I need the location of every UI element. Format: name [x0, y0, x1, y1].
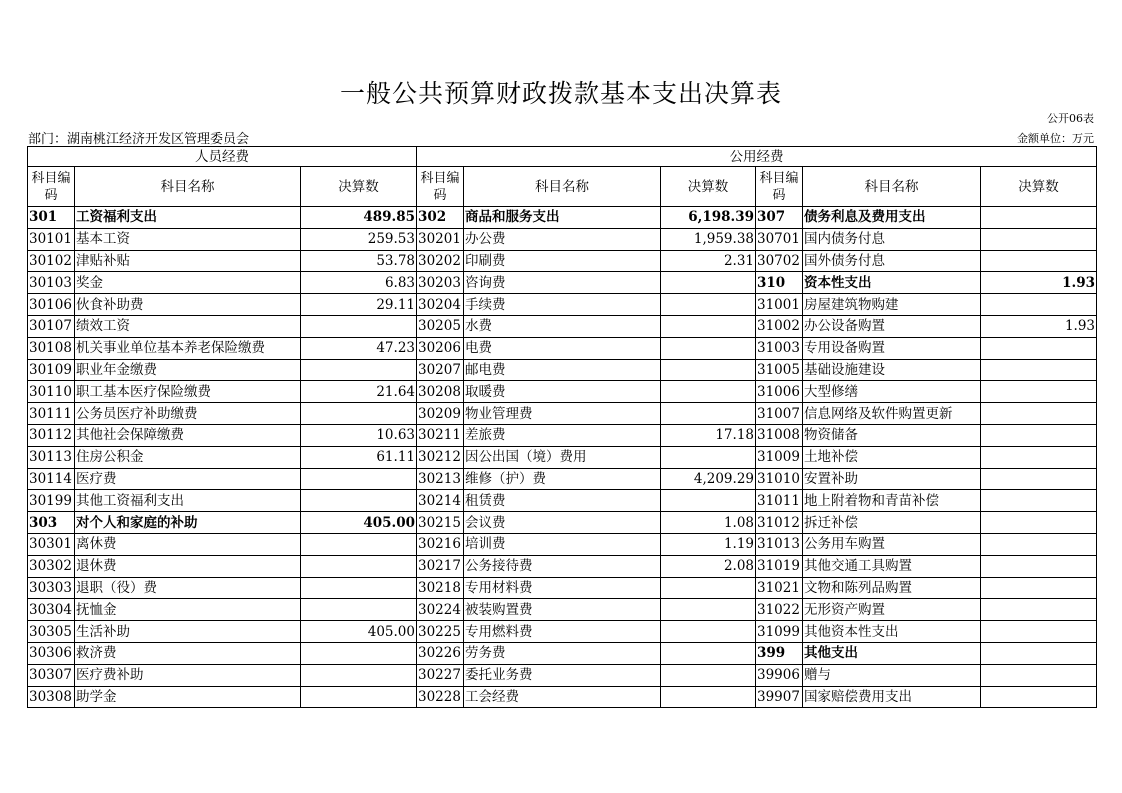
subject-name-cell: 维修（护）费 [464, 468, 661, 490]
subject-name-cell: 救济费 [75, 642, 301, 664]
subject-code-cell: 30214 [417, 490, 464, 512]
table-row [28, 207, 1097, 229]
subject-name-cell: 职工基本医疗保险缴费 [75, 381, 301, 403]
subject-name-cell: 医疗费补助 [75, 664, 301, 686]
subject-code-cell: 301 [28, 207, 75, 229]
group-header-personnel: 人员经费 [28, 147, 417, 167]
amount-cell [981, 250, 1097, 272]
amount-cell [301, 533, 417, 555]
subject-name-cell: 印刷费 [464, 250, 661, 272]
table-row [28, 446, 1097, 468]
subject-name-cell: 其他工资福利支出 [75, 490, 301, 512]
table-row [28, 315, 1097, 337]
group-header-public: 公用经费 [417, 147, 1097, 167]
subject-name-cell: 大型修缮 [803, 381, 981, 403]
subject-code-cell: 30305 [28, 621, 75, 643]
subject-name-cell: 租赁费 [464, 490, 661, 512]
subject-code-cell: 31009 [756, 446, 803, 468]
amount-cell: 17.18 [661, 424, 756, 446]
amount-cell: 2.08 [661, 555, 756, 577]
subject-name-cell: 退休费 [75, 555, 301, 577]
subject-code-cell: 31022 [756, 599, 803, 621]
column-header-code: 科目编码 [417, 167, 464, 207]
subject-code-cell: 30307 [28, 664, 75, 686]
subject-code-cell: 307 [756, 207, 803, 229]
column-header-name: 科目名称 [75, 167, 301, 207]
amount-unit-label: 金额单位：万元 [1017, 132, 1094, 145]
subject-name-cell: 机关事业单位基本养老保险缴费 [75, 337, 301, 359]
subject-code-cell: 31010 [756, 468, 803, 490]
subject-name-cell: 赠与 [803, 664, 981, 686]
subject-code-cell: 30201 [417, 228, 464, 250]
amount-cell: 489.85 [301, 207, 417, 229]
subject-code-cell: 30102 [28, 250, 75, 272]
subject-name-cell: 国家赔偿费用支出 [803, 686, 981, 708]
subject-name-cell: 咨询费 [464, 272, 661, 294]
subject-code-cell: 303 [28, 512, 75, 534]
amount-cell: 21.64 [301, 381, 417, 403]
subject-code-cell: 31007 [756, 403, 803, 425]
amount-cell [981, 294, 1097, 316]
subject-name-cell: 信息网络及软件购置更新 [803, 403, 981, 425]
subject-name-cell: 助学金 [75, 686, 301, 708]
subject-code-cell: 30207 [417, 359, 464, 381]
table-row [28, 490, 1097, 512]
table-row [28, 512, 1097, 534]
amount-cell [301, 599, 417, 621]
subject-name-cell: 取暖费 [464, 381, 661, 403]
subject-name-cell: 专用材料费 [464, 577, 661, 599]
amount-cell: 2.31 [661, 250, 756, 272]
amount-cell: 4,209.29 [661, 468, 756, 490]
subject-name-cell: 公务用车购置 [803, 533, 981, 555]
amount-cell [981, 424, 1097, 446]
amount-cell: 259.53 [301, 228, 417, 250]
amount-cell [661, 294, 756, 316]
subject-code-cell: 30227 [417, 664, 464, 686]
amount-cell [301, 642, 417, 664]
subject-name-cell: 专用燃料费 [464, 621, 661, 643]
subject-name-cell: 公务员医疗补助缴费 [75, 403, 301, 425]
table-row [28, 642, 1097, 664]
subject-name-cell: 安置补助 [803, 468, 981, 490]
subject-code-cell: 31011 [756, 490, 803, 512]
subject-name-cell: 绩效工资 [75, 315, 301, 337]
amount-cell [661, 446, 756, 468]
amount-cell [301, 490, 417, 512]
subject-code-cell: 31013 [756, 533, 803, 555]
subject-code-cell: 30204 [417, 294, 464, 316]
subject-code-cell: 30209 [417, 403, 464, 425]
amount-cell [661, 577, 756, 599]
subject-name-cell: 电费 [464, 337, 661, 359]
subject-name-cell: 其他交通工具购置 [803, 555, 981, 577]
subject-code-cell: 30106 [28, 294, 75, 316]
table-row [28, 599, 1097, 621]
amount-cell [661, 664, 756, 686]
subject-code-cell: 30109 [28, 359, 75, 381]
table-row [28, 533, 1097, 555]
table-row [28, 294, 1097, 316]
subject-code-cell: 310 [756, 272, 803, 294]
subject-name-cell: 无形资产购置 [803, 599, 981, 621]
subject-code-cell: 30114 [28, 468, 75, 490]
subject-code-cell: 30208 [417, 381, 464, 403]
table-row [28, 664, 1097, 686]
amount-cell [661, 686, 756, 708]
amount-cell [301, 468, 417, 490]
subject-name-cell: 工会经费 [464, 686, 661, 708]
amount-cell [981, 664, 1097, 686]
subject-name-cell: 基础设施建设 [803, 359, 981, 381]
subject-name-cell: 其他社会保障缴费 [75, 424, 301, 446]
subject-name-cell: 专用设备购置 [803, 337, 981, 359]
amount-cell [661, 403, 756, 425]
subject-code-cell: 31099 [756, 621, 803, 643]
subject-code-cell: 30226 [417, 642, 464, 664]
subject-code-cell: 30212 [417, 446, 464, 468]
amount-cell [301, 664, 417, 686]
amount-cell [981, 337, 1097, 359]
subject-code-cell: 39907 [756, 686, 803, 708]
subject-code-cell: 30215 [417, 512, 464, 534]
subject-name-cell: 公务接待费 [464, 555, 661, 577]
subject-code-cell: 31001 [756, 294, 803, 316]
subject-name-cell: 培训费 [464, 533, 661, 555]
subject-code-cell: 30101 [28, 228, 75, 250]
amount-cell [981, 359, 1097, 381]
subject-code-cell: 30217 [417, 555, 464, 577]
subject-name-cell: 抚恤金 [75, 599, 301, 621]
subject-code-cell: 30112 [28, 424, 75, 446]
amount-cell [981, 577, 1097, 599]
amount-cell [661, 337, 756, 359]
subject-code-cell: 30304 [28, 599, 75, 621]
expenditure-table [27, 146, 1097, 708]
amount-cell: 6,198.39 [661, 207, 756, 229]
amount-cell: 10.63 [301, 424, 417, 446]
table-row [28, 403, 1097, 425]
subject-name-cell: 奖金 [75, 272, 301, 294]
column-header-name: 科目名称 [803, 167, 981, 207]
amount-cell [301, 686, 417, 708]
subject-name-cell: 因公出国（境）费用 [464, 446, 661, 468]
subject-name-cell: 办公费 [464, 228, 661, 250]
subject-code-cell: 30103 [28, 272, 75, 294]
subject-name-cell: 退职（役）费 [75, 577, 301, 599]
subject-code-cell: 31006 [756, 381, 803, 403]
subject-code-cell: 30205 [417, 315, 464, 337]
amount-cell [981, 381, 1097, 403]
amount-cell [301, 315, 417, 337]
subject-code-cell: 30110 [28, 381, 75, 403]
subject-code-cell: 31003 [756, 337, 803, 359]
subject-code-cell: 31005 [756, 359, 803, 381]
subject-name-cell: 水费 [464, 315, 661, 337]
subject-name-cell: 商品和服务支出 [464, 207, 661, 229]
subject-code-cell: 30225 [417, 621, 464, 643]
subject-name-cell: 物资储备 [803, 424, 981, 446]
column-header-name: 科目名称 [464, 167, 661, 207]
amount-cell [661, 381, 756, 403]
amount-cell [661, 490, 756, 512]
amount-cell [981, 533, 1097, 555]
subject-name-cell: 地上附着物和青苗补偿 [803, 490, 981, 512]
subject-name-cell: 文物和陈列品购置 [803, 577, 981, 599]
amount-cell [301, 359, 417, 381]
subject-name-cell: 国内债务付息 [803, 228, 981, 250]
table-row [28, 577, 1097, 599]
amount-cell: 1.93 [981, 272, 1097, 294]
table-row [28, 359, 1097, 381]
subject-code-cell: 30306 [28, 642, 75, 664]
subject-code-cell: 30113 [28, 446, 75, 468]
subject-name-cell: 手续费 [464, 294, 661, 316]
table-row [28, 250, 1097, 272]
subject-code-cell: 30199 [28, 490, 75, 512]
amount-cell [981, 555, 1097, 577]
amount-cell [661, 315, 756, 337]
subject-code-cell: 30213 [417, 468, 464, 490]
table-row [28, 228, 1097, 250]
table-row [28, 272, 1097, 294]
subject-code-cell: 30107 [28, 315, 75, 337]
subject-code-cell: 39906 [756, 664, 803, 686]
subject-code-cell: 30702 [756, 250, 803, 272]
subject-code-cell: 31008 [756, 424, 803, 446]
page-title: 一般公共预算财政拨款基本支出决算表 [339, 79, 782, 108]
subject-code-cell: 30202 [417, 250, 464, 272]
amount-cell: 1,959.38 [661, 228, 756, 250]
subject-code-cell: 30203 [417, 272, 464, 294]
subject-name-cell: 生活补助 [75, 621, 301, 643]
subject-code-cell: 30303 [28, 577, 75, 599]
subject-code-cell: 30224 [417, 599, 464, 621]
subject-code-cell: 31019 [756, 555, 803, 577]
subject-code-cell: 399 [756, 642, 803, 664]
amount-cell: 1.19 [661, 533, 756, 555]
subject-name-cell: 职业年金缴费 [75, 359, 301, 381]
table-body [28, 207, 1097, 708]
subject-name-cell: 对个人和家庭的补助 [75, 512, 301, 534]
amount-cell [301, 555, 417, 577]
subject-name-cell: 差旅费 [464, 424, 661, 446]
amount-cell [981, 599, 1097, 621]
subject-code-cell: 31021 [756, 577, 803, 599]
subject-name-cell: 住房公积金 [75, 446, 301, 468]
subject-code-cell: 30302 [28, 555, 75, 577]
amount-cell [661, 599, 756, 621]
subject-name-cell: 伙食补助费 [75, 294, 301, 316]
department-label: 部门：湖南桃江经济开发区管理委员会 [28, 132, 250, 147]
table-row [28, 468, 1097, 490]
subject-name-cell: 被装购置费 [464, 599, 661, 621]
subject-name-cell: 会议费 [464, 512, 661, 534]
subject-code-cell: 30211 [417, 424, 464, 446]
table-row [28, 424, 1097, 446]
subject-name-cell: 其他资本性支出 [803, 621, 981, 643]
subject-name-cell: 债务利息及费用支出 [803, 207, 981, 229]
amount-cell: 47.23 [301, 337, 417, 359]
amount-cell [981, 621, 1097, 643]
subject-code-cell: 30206 [417, 337, 464, 359]
subject-code-cell: 30228 [417, 686, 464, 708]
subject-code-cell: 30218 [417, 577, 464, 599]
amount-cell: 6.83 [301, 272, 417, 294]
amount-cell: 405.00 [301, 512, 417, 534]
amount-cell [661, 359, 756, 381]
subject-code-cell: 30216 [417, 533, 464, 555]
column-header-code: 科目编码 [756, 167, 803, 207]
table-row [28, 337, 1097, 359]
amount-cell [981, 468, 1097, 490]
subject-name-cell: 其他支出 [803, 642, 981, 664]
table-row [28, 621, 1097, 643]
form-number: 公开06表 [1047, 112, 1094, 125]
subject-name-cell: 房屋建筑物购建 [803, 294, 981, 316]
column-header-amount: 决算数 [661, 167, 756, 207]
amount-cell [301, 403, 417, 425]
column-header-amount: 决算数 [981, 167, 1097, 207]
subject-name-cell: 办公设备购置 [803, 315, 981, 337]
subject-code-cell: 30308 [28, 686, 75, 708]
amount-cell [981, 446, 1097, 468]
amount-cell: 1.93 [981, 315, 1097, 337]
subject-name-cell: 资本性支出 [803, 272, 981, 294]
subject-name-cell: 委托业务费 [464, 664, 661, 686]
subject-code-cell: 30111 [28, 403, 75, 425]
column-header-code: 科目编码 [28, 167, 75, 207]
subject-code-cell: 30301 [28, 533, 75, 555]
amount-cell [981, 403, 1097, 425]
column-header-amount: 决算数 [301, 167, 417, 207]
amount-cell: 29.11 [301, 294, 417, 316]
subject-code-cell: 31012 [756, 512, 803, 534]
subject-name-cell: 津贴补贴 [75, 250, 301, 272]
table-row [28, 686, 1097, 708]
amount-cell [981, 642, 1097, 664]
amount-cell [301, 577, 417, 599]
amount-cell [661, 621, 756, 643]
amount-cell [981, 686, 1097, 708]
subject-code-cell: 30108 [28, 337, 75, 359]
table-row [28, 555, 1097, 577]
subject-name-cell: 劳务费 [464, 642, 661, 664]
subject-name-cell: 拆迁补偿 [803, 512, 981, 534]
table-row [28, 381, 1097, 403]
subject-code-cell: 30701 [756, 228, 803, 250]
amount-cell [981, 207, 1097, 229]
amount-cell: 405.00 [301, 621, 417, 643]
amount-cell [981, 490, 1097, 512]
subject-name-cell: 医疗费 [75, 468, 301, 490]
subject-name-cell: 基本工资 [75, 228, 301, 250]
amount-cell: 53.78 [301, 250, 417, 272]
subject-name-cell: 邮电费 [464, 359, 661, 381]
subject-name-cell: 工资福利支出 [75, 207, 301, 229]
amount-cell: 61.11 [301, 446, 417, 468]
subject-code-cell: 302 [417, 207, 464, 229]
subject-name-cell: 离休费 [75, 533, 301, 555]
amount-cell: 1.08 [661, 512, 756, 534]
subject-name-cell: 物业管理费 [464, 403, 661, 425]
subject-name-cell: 土地补偿 [803, 446, 981, 468]
amount-cell [661, 272, 756, 294]
amount-cell [661, 642, 756, 664]
amount-cell [981, 512, 1097, 534]
amount-cell [981, 228, 1097, 250]
subject-name-cell: 国外债务付息 [803, 250, 981, 272]
subject-code-cell: 31002 [756, 315, 803, 337]
